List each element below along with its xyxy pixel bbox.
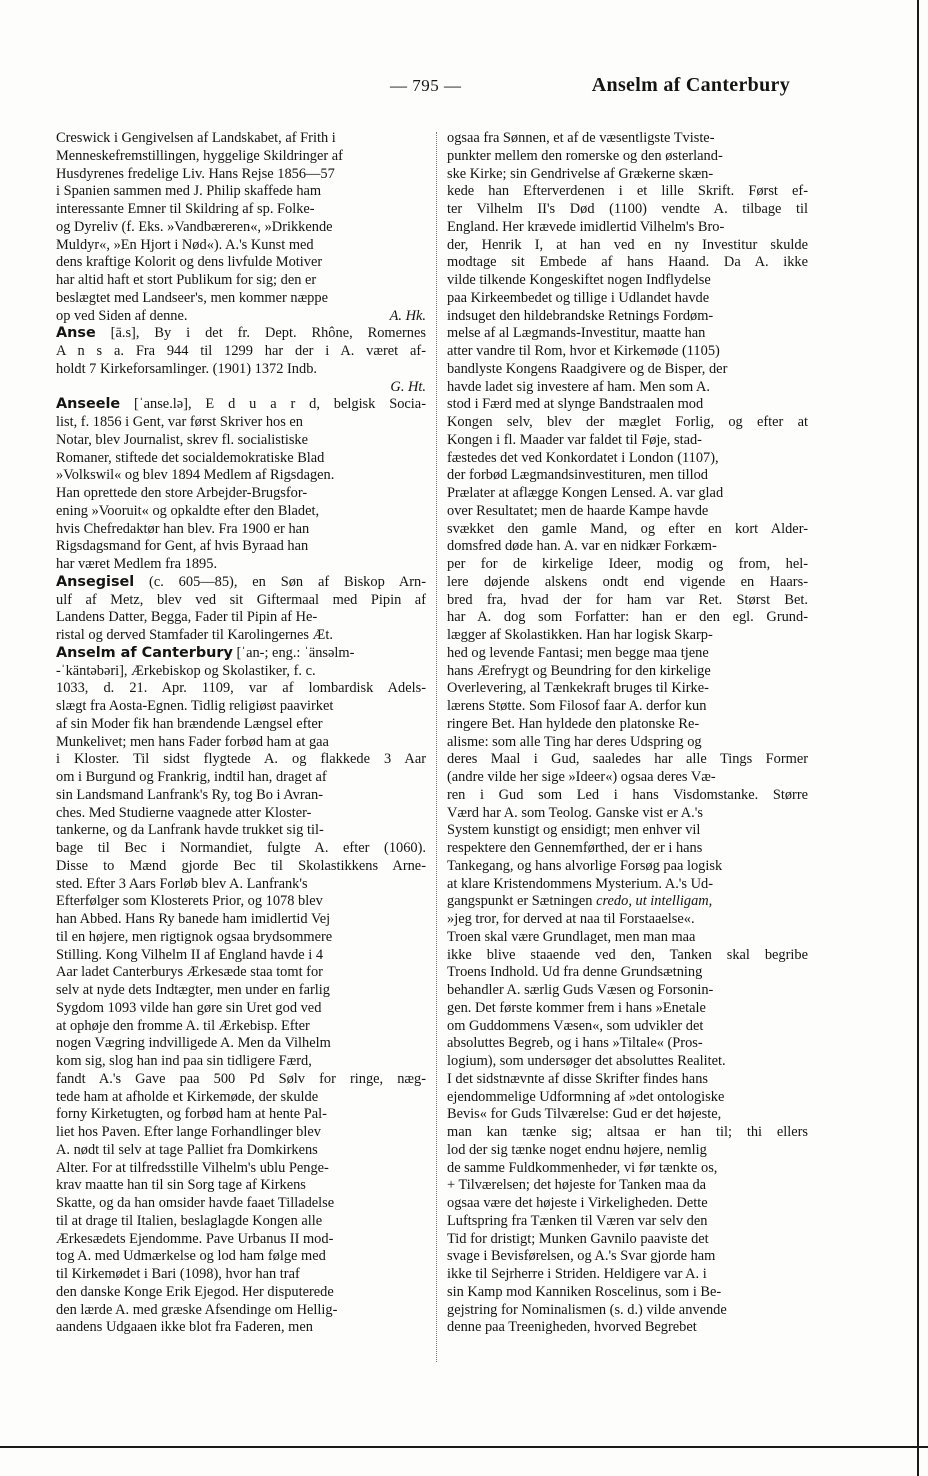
line-text: fæstedes det ved Konkordatet i London (1107), [447,449,719,466]
text-line [447,1231,808,1249]
text-line [447,751,808,769]
line-text: op ved Siden af denne. [56,307,188,324]
line-text: kom sig, slog han ind paa sin tidligere Færd, [56,1053,312,1069]
text-line [447,237,808,255]
line-text: melse af al Lægmands-Investitur, maatte han [447,325,706,342]
line-text: Muldyr«, »En Hjort i Nød«). A.'s Kunst med [56,236,314,253]
text-line [56,787,426,805]
text-line [56,911,426,929]
line-text: A n s a. Fra 944 til 1299 har der i A. været af- [56,343,426,359]
text-line [56,574,426,592]
line-text: gejstring for Nominalismen (s. d.) vilde anvende [447,1301,727,1318]
text-line [447,1266,808,1284]
line-text: svage i Bevisførelsen, og A.'s Svar gjorde ham [447,1248,716,1265]
text-line [56,361,426,379]
line-text: ogsaa være det højeste i Virkeligheden. Dette [447,1195,708,1211]
line-text: domsfred døde han. A. var en nidkær Forkæm- [447,538,717,555]
line-text: at klare Kristendommens Mysterium. A.'s Ud- [447,875,713,892]
entry-headword: Ansegisel [56,573,135,590]
text-line [56,751,426,769]
text-line [56,556,426,574]
text-line [447,1018,808,1036]
text-line [447,414,808,432]
line-text: beslægtet med Landseer's, men kommer næppe [56,289,328,306]
line-text: Troens Indhold. Ud fra denne Grundsætning [447,964,703,981]
entry-headword: Anse [56,325,96,342]
line-text: lægger af Skolastikken. Han har logisk Skarp- [447,627,713,643]
text-line [447,183,808,201]
line-text: krav maatte han til sin Sorg tage af Kirkens [56,1177,306,1194]
line-text: ristal og derved Stamfader til Karolingernes Æt. [56,627,333,643]
line-text: hvis Chefredaktør han blev. Fra 1900 er han [56,520,310,537]
text-line [447,822,808,840]
line-text: Romaner, stiftede det socialdemokratiske Blad [56,449,325,466]
line-text: respektere den Gennemførthed, der er i hans [447,840,703,856]
line-text: Notar, blev Journalist, skrev fl. socialistiske [56,431,309,448]
text-line [447,343,808,361]
text-line [56,538,426,556]
text-line [56,822,426,840]
line-text: Prælater at aflægge Kongen Lensed. A. var glad [447,485,724,501]
line-text: hed og levende Fantasi; men begge maa tjene [447,644,709,661]
text-line [447,592,808,610]
text-line [56,148,426,166]
page-number: — 795 — [390,76,462,95]
line-text: man kan tænke sig; altsaa er han til; thi ellers [447,1124,808,1140]
line-text: Bevis« for Guds Tilværelse: Gud er det højeste, [447,1106,722,1123]
line-text: ikke til Sejrherre i Striden. Heldigere var A. i [447,1266,707,1282]
text-line [447,911,808,929]
text-line [447,929,808,947]
line-text: kede han Efterverdenen i et lille Skrift. Først ef- [447,183,808,200]
text-line [56,183,426,201]
text-line [56,947,426,965]
text-line [56,166,426,184]
text-line [56,982,426,1000]
text-line [447,1195,808,1213]
text-line [447,556,808,574]
text-line [447,432,808,450]
text-line [56,609,426,627]
text-line [56,1248,426,1266]
right-column [447,130,808,1337]
line-text: til at drage til Italien, beslaglagde Kongen alle [56,1212,323,1229]
text-line [56,645,426,663]
line-text: han Abbed. Hans Ry banede ham imidlertid Vej [56,911,331,927]
text-line [447,361,808,379]
line-text: Luftspring fra Tænken til Væren var selv den [447,1212,708,1229]
text-line [447,325,808,343]
line-text: Værd har A. som Teolog. Ganske vist er A.'s [447,804,703,821]
line-text: Husdyrenes fredelige Liv. Hans Rejse 1856—57 [56,165,335,182]
line-text: punkter mellem den romerske og den østerland- [447,147,723,164]
text-line [56,893,426,911]
text-line [447,1177,808,1195]
line-text: I det sidstnævnte af disse Skrifter findes hans [447,1070,708,1087]
text-line [56,663,426,681]
line-text: i Spanien sammen med J. Philip skaffede ham [56,183,322,200]
line-text: om i Burgund og Frankrig, indtil han, draget af [56,769,327,785]
line-text: (c. 605—85), en Søn af Biskop Arn- [134,573,426,590]
line-text: tankerne, og da Lanfrank havde trukket sig til- [56,822,324,839]
running-title: Anselm af Canterbury [591,74,790,96]
line-text: Stilling. Kong Vilhelm II af England havde i 4 [56,946,324,963]
text-line [447,130,808,148]
line-text: lere døjende alskens ondt end vigende en Haars- [447,573,808,590]
text-line [447,982,808,1000]
line-text: den danske Konge Erik Ejegod. Her disputerede [56,1283,334,1300]
text-line [447,893,808,911]
text-line [447,1284,808,1302]
text-line [447,1319,808,1337]
text-line [447,787,808,805]
text-line [447,947,808,965]
line-text: bred fra, hvad der for ham var Ret. Størst Bet. [447,591,808,608]
text-line [56,1284,426,1302]
text-line [447,1106,808,1124]
text-line [447,1160,808,1178]
text-line [447,521,808,539]
line-text: ejendommelige Udformning af »det ontologiske [447,1088,725,1105]
text-line [447,503,808,521]
line-text: tede ham at afholde et Kirkemøde, der skulde [56,1088,319,1105]
line-text: -ˈkäntəbəri], Ærkebiskop og Skolastiker, f. c. [56,662,316,679]
text-line [56,1053,426,1071]
line-text: sin Kamp mod Kanniken Roscelinus, som i Be- [447,1283,722,1300]
text-line [56,1000,426,1018]
line-text: Menneskefremstillingen, hyggelige Skildringer af [56,147,343,164]
text-line [447,272,808,290]
line-text: til Kirkemødet i Bari (1098), hvor han traf [56,1266,300,1282]
author-signature: A. Hk. [389,307,426,324]
line-text: hans Ærefrygt og Beundring for den kirkelige [447,662,711,679]
text-line [447,805,808,823]
line-text: Sygdom 1093 vilde han gøre sin Uret god ved [56,999,322,1016]
text-line [447,627,808,645]
text-line [447,166,808,184]
line-text: ogsaa fra Sønnen, et af de væsentligste Tviste- [447,130,715,146]
line-text: A. nødt til selv at tage Palliet fra Domkirkens [56,1141,318,1158]
line-text: ulf af Metz, blev ved sit Giftermaal med Pipin af [56,591,426,608]
text-line [56,680,426,698]
line-text: atter vandre til Rom, hvor et Kirkemøde (1105) [447,343,720,359]
text-line [56,219,426,237]
text-line [447,379,808,397]
text-line [447,1000,808,1018]
line-text: Disse to Mænd gjorde Bec til Skolastikkens Arne- [56,857,426,874]
line-text: Alter. For at tilfredsstille Vilhelm's ublu Penge- [56,1159,329,1176]
entry-headword: Anseele [56,396,121,413]
line-text: der forbød Lægmandsinvestituren, men tillod [447,467,708,484]
text-line [56,1124,426,1142]
text-line [447,1089,808,1107]
text-line [447,574,808,592]
line-text: gen. Det første kommer frem i hans »Enetale [447,999,706,1016]
line-text: den lærde A. med græske Afsendinge om Hellig- [56,1301,338,1318]
line-text: stod i Færd med at slynge Bandstraalen mod [447,396,704,413]
line-text: dens kraftige Kolorit og dens livfulde Motiver [56,254,323,271]
text-line [56,769,426,787]
text-line [56,1177,426,1195]
line-text: Tid for dristigt; Munken Gavnilo paaviste det [447,1230,709,1247]
line-text: [ˈanse.lə], E d u a r d, belgisk Socia- [120,396,426,413]
text-line [447,1302,808,1320]
text-line [56,592,426,610]
line-text: Tankegang, og hans alvorlige Forsøg paa logisk [447,857,723,874]
line-text: ter Vilhelm II's Død (1100) vendte A. tilbage til [447,201,808,217]
line-text: 1033, d. 21. Apr. 1109, var af lombardisk Adels- [56,680,426,697]
text-line [56,201,426,219]
text-line [447,1124,808,1142]
line-text: ches. Med Studierne vaagnede atter Kloster- [56,804,312,821]
line-text: sin Landsmand Lanfrank's Ry, tog Bo i Avran- [56,786,323,803]
text-line [447,219,808,237]
line-text: til en højere, men rigtignok ogsaa brydsommere [56,928,333,945]
line-text: i Kloster. Til sidst flygtede A. og flakkede 3 Aar [56,751,426,768]
text-line [447,964,808,982]
text-line [56,1106,426,1124]
line-text: gangspunkt er Sætningen [447,893,597,910]
line-text: sted. Efter 3 Aars Forløb blev A. Lanfrank's [56,875,308,892]
line-text: (andre vilde her sige »Ideer«) ogsaa deres Væ- [447,769,716,785]
line-text: Aar ladet Canterburys Ærkesæde staa tomt for [56,964,323,981]
text-line [56,698,426,716]
line-text: holdt 7 Kirkeforsamlinger. (1901) 1372 Indb. [56,360,317,377]
text-line [56,805,426,823]
line-text: list, f. 1856 i Gent, var først Skriver hos en [56,414,304,430]
line-text: ske Kirke; sin Gendrivelse af Grækerne skæn- [447,165,714,182]
author-signature: G. Ht. [390,378,426,395]
text-line [56,450,426,468]
column-divider [436,132,437,1362]
text-line [447,450,808,468]
text-line [447,1053,808,1071]
line-text: alisme: som alle Ting har deres Udspring og [447,733,702,750]
page-edge-right [917,0,919,1476]
line-text: bage til Bec i Normandiet, fulgte A. efter (1060). [56,840,426,856]
text-line [447,609,808,627]
text-line [447,396,808,414]
line-text: har altid haft et stort Publikum for sig; den er [56,272,317,288]
text-line [447,148,808,166]
line-text: har A. dog som Forfatter: han er den egl. Grund- [447,609,808,626]
line-text: Kongen i fl. Maader var faldet til Føje, stad- [447,431,702,448]
line-text: deres Maal i Gud, saaledes har alle Tings Former [447,751,808,768]
text-line [447,1035,808,1053]
line-text: Kongen selv, blev der mæglet Forlig, og efter at [447,414,808,430]
line-text: bandlyste Kongens Raadgivere og de Bisper, der [447,360,728,377]
line-text: selv at nyde dets Indtægter, men under en farlig [56,982,330,998]
text-line [447,769,808,787]
text-line [56,716,426,734]
line-text: Munkelivet; men hans Fader forbød ham at gaa [56,733,329,750]
line-text: slægt fra Aosta-Egnen. Tidlig religiøst paavirket [56,698,334,714]
text-line [56,130,426,148]
text-line [447,858,808,876]
text-line [447,290,808,308]
text-line [56,503,426,521]
text-line [56,1142,426,1160]
text-line [56,467,426,485]
line-text: [ā.s], By i det fr. Dept. Rhône, Romernes [95,325,426,342]
line-text: de samme Fuldkommenheder, vi før tænkte os, [447,1159,718,1176]
text-line [447,1142,808,1160]
line-text: Creswick i Gengivelsen af Landskabet, af Frith i [56,130,336,146]
text-line [56,254,426,272]
line-text: nogen Vægring indvilligede A. Men da Vilhelm [56,1035,331,1052]
text-line [56,325,426,343]
line-text: lærens Støtte. Som Filosof faar A. derfor kun [447,698,707,714]
line-text: System kunstigt og ensidigt; men enhver vil [447,822,701,839]
line-text: + Tilværelsen; det højeste for Tanken maa da [447,1177,707,1194]
text-line [447,254,808,272]
line-text: liet hos Paven. Efter lange Forhandlinger blev [56,1124,321,1140]
line-text: behandler A. særlig Guds Væsen og Forsonin- [447,982,714,998]
text-line [447,663,808,681]
line-text: Overlevering, al Tænkekraft bruges til Kirke- [447,680,709,697]
text-line [447,698,808,716]
text-line [56,485,426,503]
line-text: paa Kirkeembedet og tillige i Udlandet havde [447,289,710,306]
text-line [56,396,426,414]
line-text: af sin Moder fik han brændende Længsel efter [56,715,323,732]
line-text: om Guddommens Væsen«, som udvikler det [447,1017,704,1034]
text-line [56,521,426,539]
line-text: per for de kirkelige Ideer, modig og from, hel- [447,556,808,572]
line-text: aandens Udgaaen ikke blot fra Faderen, men [56,1319,313,1336]
text-line [56,1035,426,1053]
text-line [56,1319,426,1337]
text-line [447,1213,808,1231]
page-header [0,74,928,106]
line-text: indsuget den hildebrandske Retnings Fordøm- [447,307,714,324]
text-line [56,1071,426,1089]
line-text: der, Henrik I, at han ved en ny Investitur skulde [447,236,808,253]
text-line [56,1160,426,1178]
line-text: ening »Vooruit« og opkaldte efter den Bladet, [56,502,320,519]
text-line [447,645,808,663]
text-line [447,308,808,326]
line-text: Rigsdagsmand for Gent, af hvis Byraad han [56,538,309,555]
text-line [447,1071,808,1089]
line-text: over Resultatet; men de haarde Kampe havde [447,502,709,519]
line-text: svækket den gamle Mand, og efter en kort Alder- [447,520,808,537]
text-line [56,964,426,982]
text-line [56,1231,426,1249]
line-text: Ærkesædets Ejendomme. Pave Urbanus II mod- [56,1230,334,1247]
text-line [447,467,808,485]
line-text: lod der sig tænke noget endnu højere, nemlig [447,1141,707,1158]
line-text: tog A. med Udmærkelse og lod ham følge med [56,1248,326,1265]
line-text: havde ladet sig investere af ham. Men som A. [447,378,710,395]
text-line [56,1018,426,1036]
text-line [56,272,426,290]
line-text: »jeg tror, for derved at naa til Forstaaelse«. [447,911,695,927]
line-text: absoluttes Begreb, og i hans »Tiltale« (Pros- [447,1035,703,1052]
text-line [56,627,426,645]
line-text: denne paa Treenigheden, hvorved Begrebet [447,1319,697,1336]
line-text: fandt A.'s Gave paa 500 Pd Sølv for ringe, næg- [56,1070,426,1087]
page-edge-bottom [0,1446,928,1448]
text-line [56,1195,426,1213]
text-line [56,858,426,876]
text-line [56,876,426,894]
line-text: forny Kirketugten, og forbød ham at hente Pal- [56,1106,327,1123]
text-line [56,432,426,450]
text-line [56,1266,426,1284]
line-text: har været Medlem fra 1895. [56,556,218,572]
line-text: modtage sit Embede af hans Haand. Da A. ikke [447,254,808,271]
text-line [56,379,426,397]
line-text: Troen skal være Grundlaget, men man maa [447,928,696,945]
text-line [56,1089,426,1107]
text-line [447,876,808,894]
line-text: vilde tilkende Kongeskiftet nogen Indflydelse [447,272,711,288]
entry-headword: Anselm af Canterbury [56,644,233,661]
text-line [56,414,426,432]
text-line [56,734,426,752]
line-text: England. Her krævede imidlertid Vilhelm's Bro- [447,218,725,235]
text-line [56,1213,426,1231]
line-text: Efterfølger som Klosterets Prior, og 1078 blev [56,893,323,910]
left-column [56,130,426,1337]
text-line [447,538,808,556]
text-line [56,1302,426,1320]
line-text: og Dyreliv (f. Eks. »Vandbæreren«, »Drikkende [56,218,333,235]
text-line [56,929,426,947]
line-text: Skatte, og da han omsider havde faaet Tilladelse [56,1195,335,1211]
line-text: logium), som undersøger det absoluttes Realitet. [447,1053,726,1069]
text-line [447,716,808,734]
text-line [56,237,426,255]
line-text: »Volkswil« og blev 1894 Medlem af Rigsdagen. [56,467,335,484]
text-line [447,840,808,858]
line-text: Landens Datter, Begga, Fader til Pipin af He- [56,609,318,626]
text-line [56,343,426,361]
line-text: ringere Bet. Han hyldede den platonske Re- [447,715,700,732]
text-line [447,485,808,503]
text-line [447,1248,808,1266]
italic-phrase: credo, ut intelligam, [596,893,713,910]
text-line [56,290,426,308]
text-line [447,201,808,219]
line-text: [ˈan-; eng.: ˈänsəlm- [232,644,355,661]
line-text: ren i Gud som Led i hans Visdomstanke. Større [447,786,808,803]
text-line [447,734,808,752]
text-line [447,680,808,698]
line-text: interessante Emner til Skildring af sp. Folke- [56,201,315,217]
line-text: Han oprettede den store Arbejder-Brugsfor- [56,485,308,501]
line-text: ikke blive staaende ved den, Tanken skal begribe [447,946,808,963]
line-text: at ophøje den fromme A. til Ærkebisp. Efter [56,1017,310,1034]
text-line [56,308,426,326]
text-line [56,840,426,858]
